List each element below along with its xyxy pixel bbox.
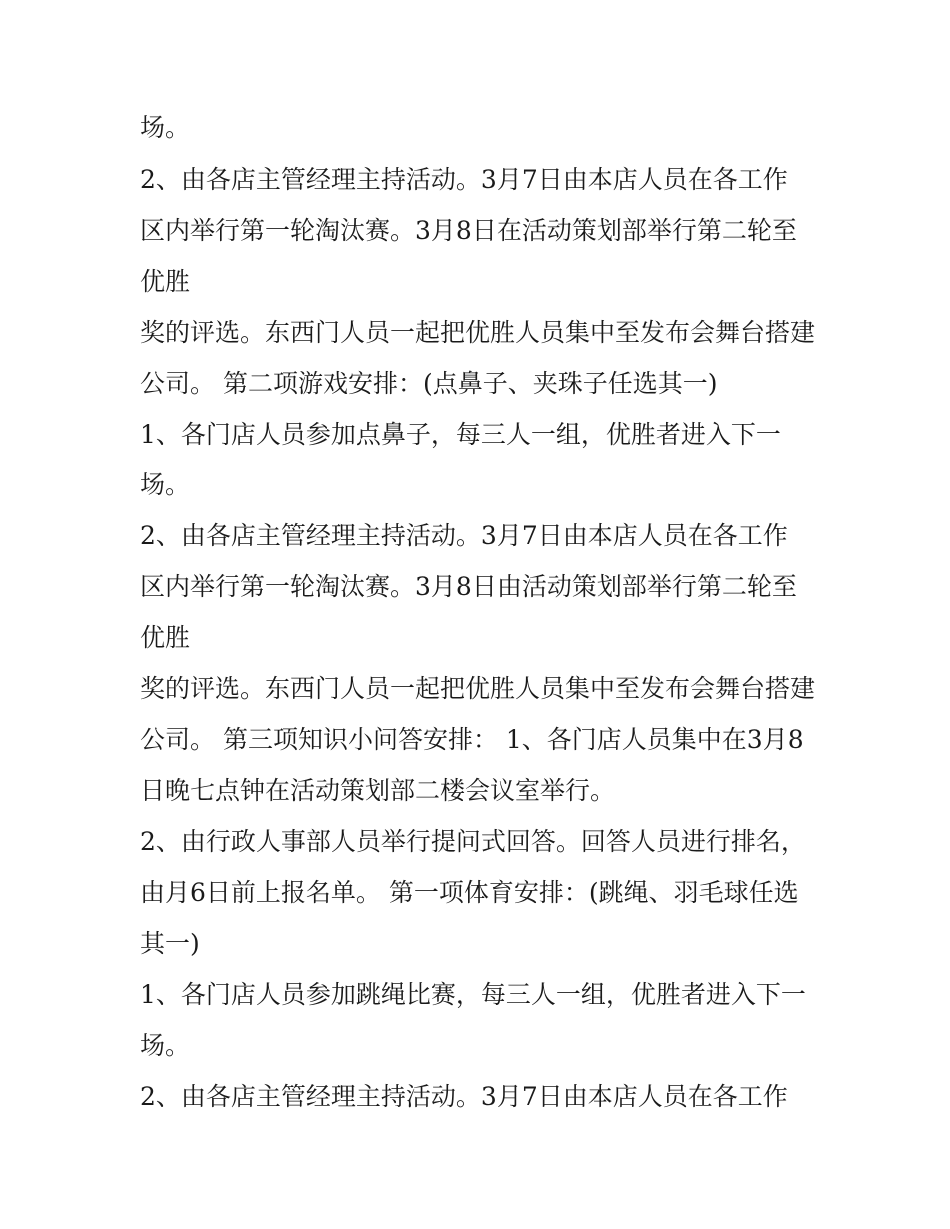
text-line: 1、各门店人员参加跳绳比赛，每三人一组，优胜者进入下一 [140,980,806,1009]
text-line: 奖的评选。东西门人员一起把优胜人员集中至发布会舞台搭建 [140,318,816,347]
text-line: 1、各门店人员参加点鼻子，每三人一组，优胜者进入下一 [140,420,781,449]
text-line: 日晚七点钟在活动策划部二楼会议室举行。 [140,776,616,805]
text-line: 奖的评选。东西门人员一起把优胜人员集中至发布会舞台搭建 [140,674,816,703]
text-line: 场。 [140,470,191,499]
text-line: 公司。 第二项游戏安排：(点鼻子、夹珠子任选其一) [140,369,718,398]
text-line: 场。 [140,1031,191,1060]
text-line: 区内举行第一轮淘汰赛。3月8日由活动策划部举行第二轮至 [140,572,797,601]
text-line: 场。 [140,113,191,142]
text-line: 2、由行政人事部人员举行提问式回答。回答人员进行排名， [140,827,806,856]
text-line: 优胜 [140,267,191,296]
text-line: 优胜 [140,623,191,652]
text-line: 2、由各店主管经理主持活动。3月7日由本店人员在各工作 [140,1082,788,1111]
text-line: 2、由各店主管经理主持活动。3月7日由本店人员在各工作 [140,165,788,194]
text-line: 2、由各店主管经理主持活动。3月7日由本店人员在各工作 [140,521,788,550]
text-line: 其一) [140,929,200,958]
text-line: 公司。 第三项知识小问答安排： 1、各门店人员集中在3月8 [140,725,804,754]
text-line: 由月6日前上报名单。 第一项体育安排：(跳绳、羽毛球任选 [140,878,799,907]
text-line: 区内举行第一轮淘汰赛。3月8日在活动策划部举行第二轮至 [140,216,797,245]
